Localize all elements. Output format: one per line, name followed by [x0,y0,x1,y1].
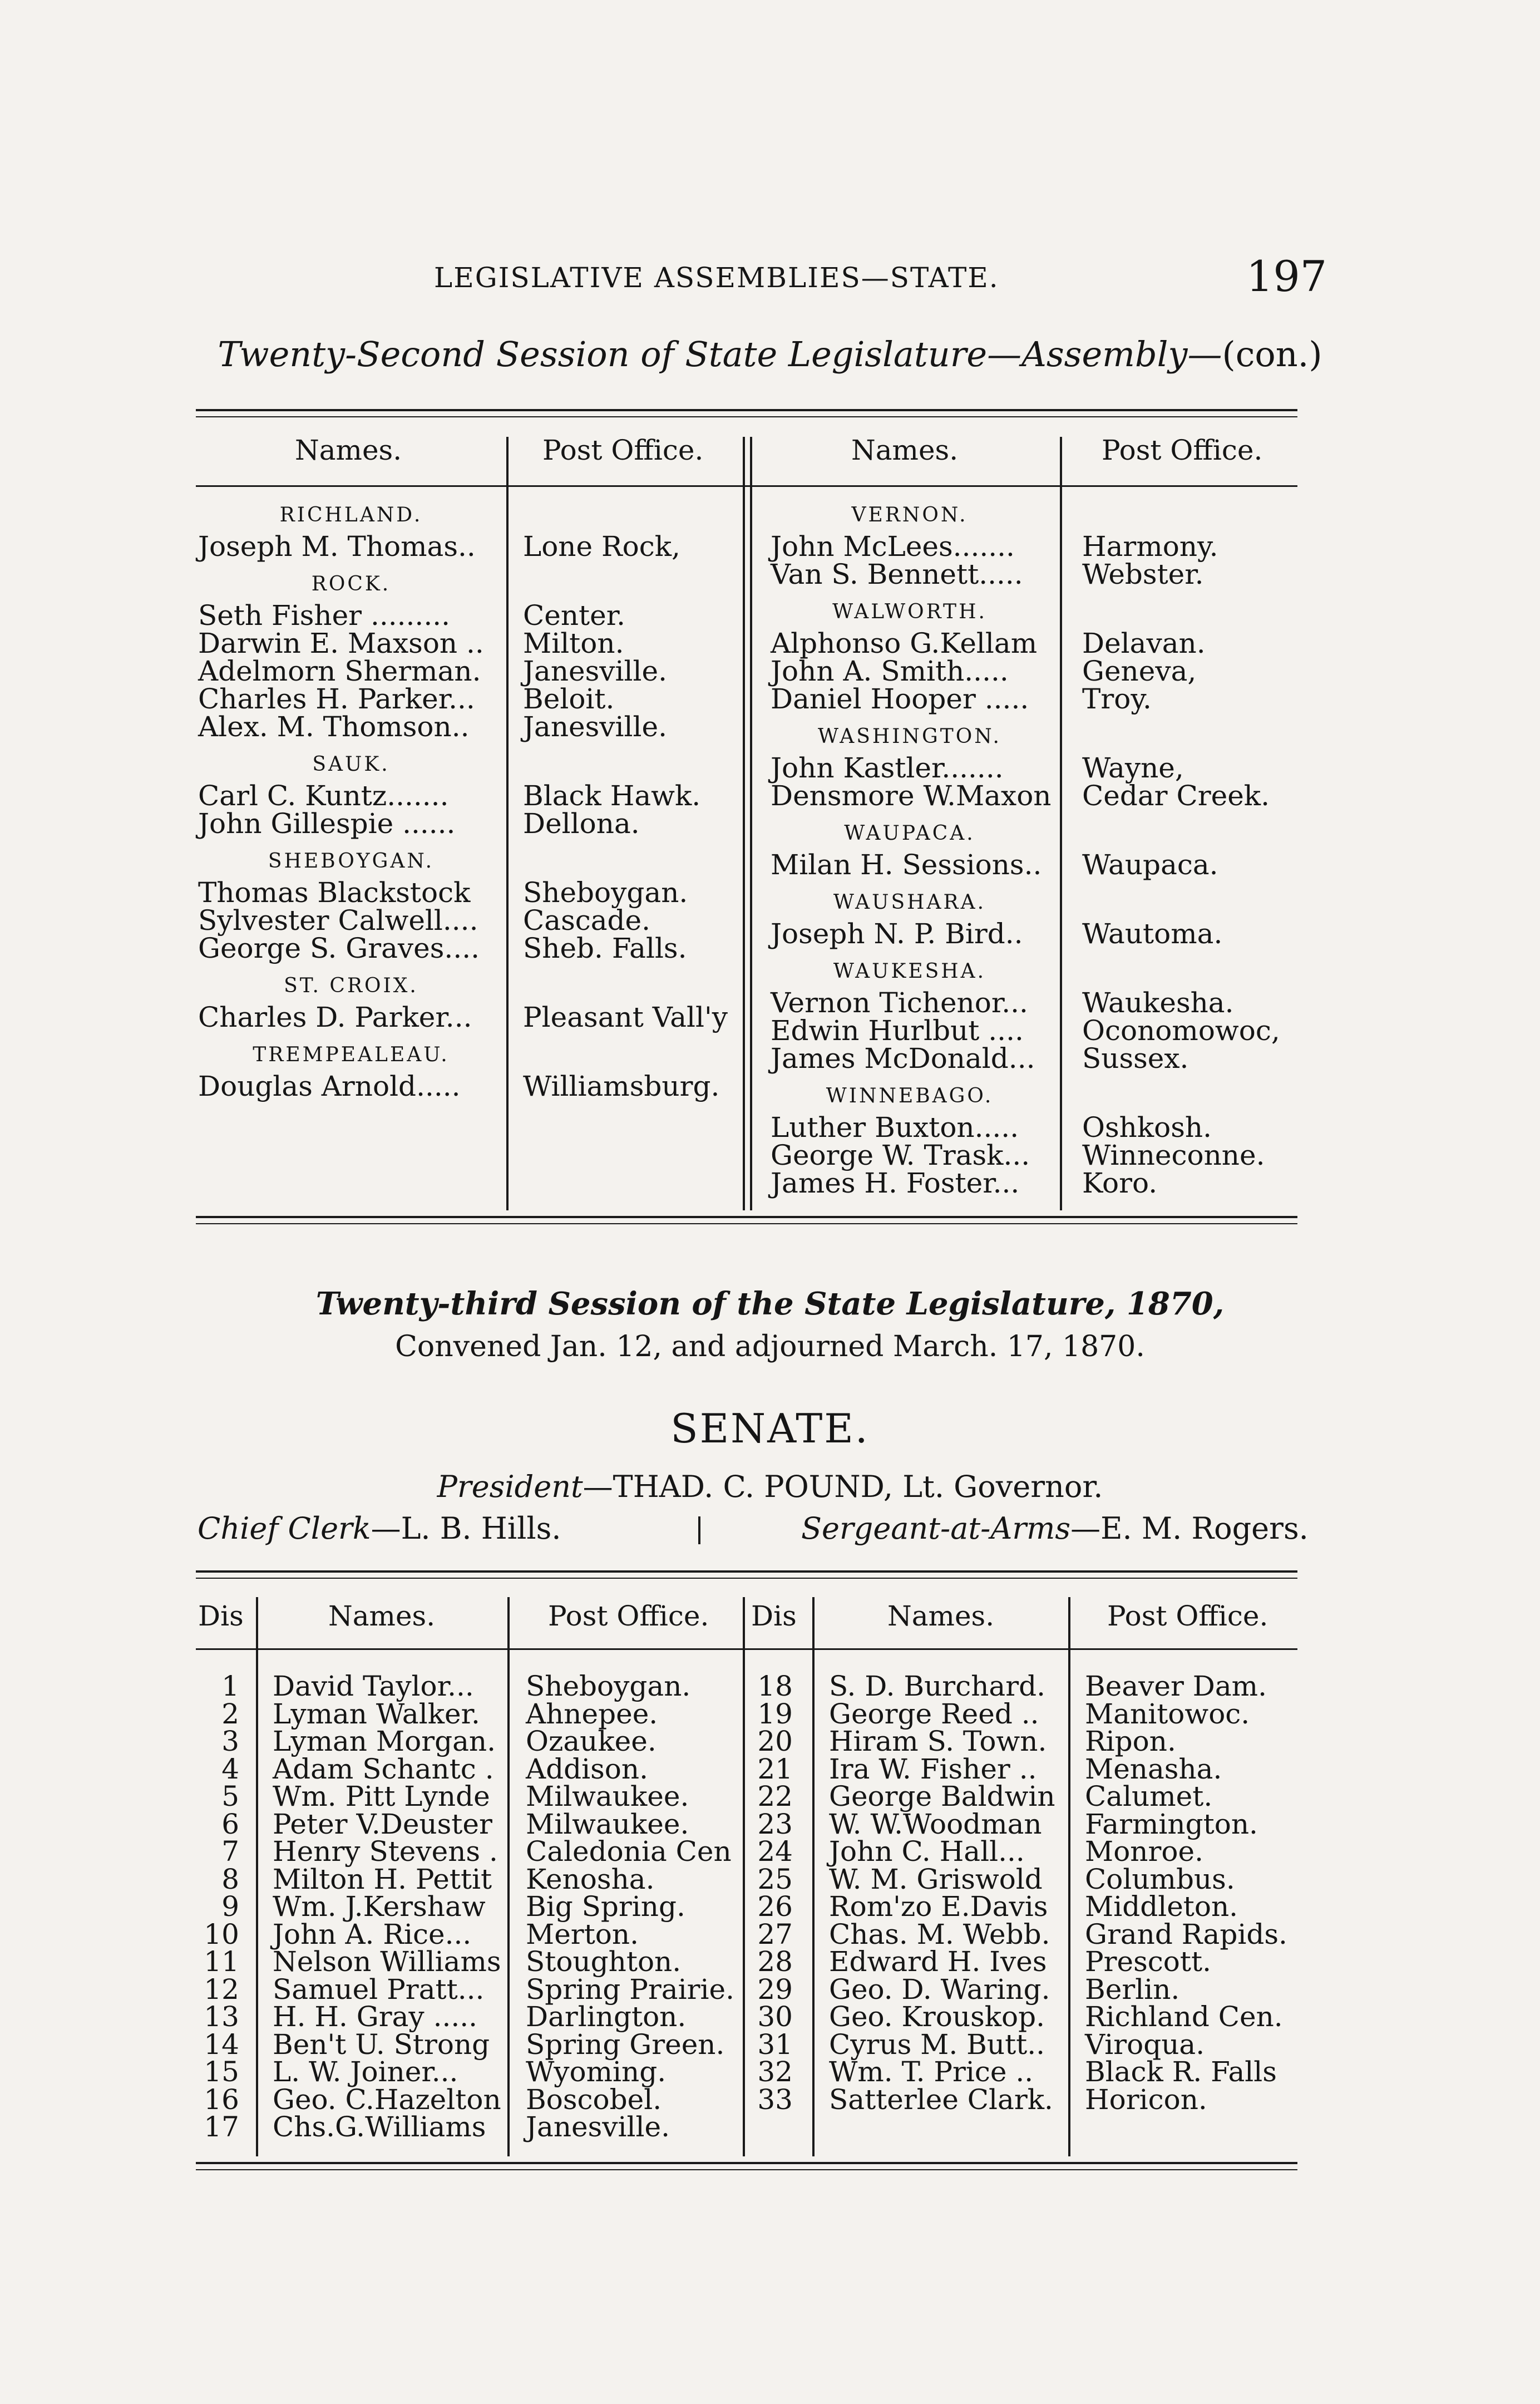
member-name: Edwin Hurlbut .... [771,1014,1024,1047]
district-number: 28 [757,1945,793,1978]
senator-post-office: Stoughton. [526,1945,682,1978]
subtitle-con: (con.) [1222,334,1322,375]
district-number: 15 [204,2056,239,2088]
senate-top-rule [196,1570,1297,1573]
member-name: Joseph N. P. Bird.. [771,918,1023,950]
senator-name: Henry Stevens . [273,1835,498,1868]
district-number: 1 [221,1670,239,1702]
member-name: Charles H. Parker... [198,683,475,715]
senator-name: Ben't U. Strong [273,2028,490,2061]
district-number: 30 [757,2001,793,2033]
district-number: 19 [757,1697,793,1730]
senator-name: Geo. Krouskop. [829,2001,1045,2033]
county-heading: TREMPEALEAU. [253,1043,450,1066]
member-name: Sylvester Calwell.... [198,904,478,937]
assembly-subtitle [0,334,1540,375]
member-post-office: Center. [523,599,626,632]
senator-post-office: Janesville. [526,2111,670,2143]
senator-name: Samuel Pratt... [273,1973,485,2006]
district-number: 29 [757,1973,793,2006]
senator-post-office: Richland Cen. [1085,2001,1283,2033]
chief-clerk-label: Chief Clerk [198,1511,371,1546]
senator-name: Wm. T. Price .. [829,2056,1034,2088]
senate-divider-2 [507,1597,510,2156]
member-post-office: Sheboygan. [523,876,688,909]
senator-name: Edward H. Ives [829,1945,1047,1978]
senator-name: L. W. Joiner... [273,2056,458,2088]
senate-header-po-right: Post Office. [1107,1600,1268,1632]
running-title: LEGISLATIVE ASSEMBLIES—STATE. [434,262,999,294]
member-post-office: Milton. [523,627,624,659]
district-number: 20 [757,1725,793,1757]
senate-divider-4 [812,1597,815,2156]
member-post-office: Delavan. [1082,627,1206,659]
member-name: Milan H. Sessions.. [771,849,1042,881]
senator-name: Cyrus M. Butt.. [829,2028,1045,2061]
senator-name: Wm. Pitt Lynde [273,1780,490,1812]
senator-post-office: Manitowoc. [1085,1697,1250,1730]
county-heading: WASHINGTON. [818,725,1001,748]
sergeant-line [801,1511,1309,1546]
county-heading: ROCK. [311,573,391,595]
senator-post-office: Caledonia Cen [526,1835,732,1868]
assembly-divider-1 [506,437,509,1210]
district-number: 18 [757,1670,793,1702]
district-number: 4 [221,1752,239,1785]
senator-post-office: Milwaukee. [526,1780,689,1812]
district-number: 6 [221,1807,239,1840]
member-name: John Kastler....... [771,752,1004,784]
senator-name: John C. Hall... [829,1835,1025,1868]
district-number: 10 [204,1918,239,1950]
district-number: 33 [757,2083,793,2116]
member-name: John Gillespie ...... [198,807,456,840]
senator-post-office: Ozaukee. [526,1725,657,1757]
district-number: 32 [757,2056,793,2088]
county-heading: WAUSHARA. [833,891,986,914]
senator-name: S. D. Burchard. [829,1670,1046,1702]
county-heading: SAUK. [312,753,390,776]
member-name: Seth Fisher ......... [198,599,451,632]
senator-name: Lyman Morgan. [273,1725,496,1757]
assembly-header-po-right: Post Office. [1102,434,1263,466]
member-name: Charles D. Parker... [198,1001,472,1033]
member-post-office: Dellona. [523,807,640,840]
senator-name: Hiram S. Town. [829,1725,1047,1757]
member-post-office: Geneva, [1082,655,1197,687]
senator-post-office: Merton. [526,1918,639,1950]
county-heading: WALWORTH. [832,600,987,623]
senator-name: David Taylor... [273,1670,474,1702]
senator-name: Ira W. Fisher .. [829,1752,1037,1785]
member-name: Daniel Hooper ..... [771,683,1029,715]
senator-name: Satterlee Clark. [829,2083,1053,2116]
district-number: 2 [221,1697,239,1730]
district-number: 27 [757,1918,793,1950]
member-post-office: Cedar Creek. [1082,780,1270,812]
assembly-header-po-left: Post Office. [542,434,704,466]
page-number: 197 [1246,252,1327,301]
senate-top-rule-2 [196,1578,1297,1579]
senator-post-office: Prescott. [1085,1945,1211,1978]
district-number: 21 [757,1752,793,1785]
senator-name: John A. Rice... [273,1918,472,1950]
member-name: Carl C. Kuntz....... [198,780,449,812]
assembly-divider-2b [750,437,752,1210]
district-number: 12 [204,1973,239,2006]
member-name: James McDonald... [771,1042,1035,1075]
senate-divider-5 [1068,1597,1070,2156]
session-title: Twenty-third Session of the State Legislature, 1870, [315,1285,1225,1322]
senate-header-po-left: Post Office. [548,1600,709,1632]
member-post-office: Cascade. [523,904,651,937]
senator-post-office: Kenosha. [526,1863,655,1895]
member-name: John A. Smith..... [771,655,1009,687]
senator-name: Adam Schantc . [273,1752,494,1785]
district-number: 17 [204,2111,239,2143]
senator-name: Peter V.Deuster [273,1807,492,1840]
member-name: John McLees....... [771,530,1015,563]
district-number: 24 [757,1835,793,1868]
member-name: Darwin E. Maxson .. [198,627,484,659]
sergeant-value: —E. M. Rogers. [1070,1511,1309,1546]
member-name: Vernon Tichenor... [771,987,1028,1019]
member-name: Thomas Blackstock [198,876,471,909]
member-post-office: Pleasant Vall'y [523,1001,728,1033]
assembly-header-names-right: Names. [851,434,959,466]
member-name: George S. Graves.... [198,932,480,964]
district-number: 26 [757,1890,793,1923]
senator-post-office: Monroe. [1085,1835,1203,1868]
senate-bottom-rule-2 [196,2169,1297,2170]
district-number: 5 [221,1780,239,1812]
member-post-office: Oshkosh. [1082,1111,1212,1144]
senator-post-office: Middleton. [1085,1890,1238,1923]
member-name: James H. Foster... [771,1167,1020,1199]
member-post-office: Winneconne. [1082,1139,1265,1171]
county-heading: WAUPACA. [844,822,975,845]
member-post-office: Williamsburg. [523,1070,720,1102]
district-number: 8 [221,1863,239,1895]
senator-name: Geo. C.Hazelton [273,2083,501,2116]
senator-post-office: Viroqua. [1085,2028,1205,2061]
member-name: Alphonso G.Kellam [771,627,1038,659]
member-post-office: Harmony. [1082,530,1218,563]
senator-post-office: Boscobel. [526,2083,662,2116]
senate-header-names-left: Names. [328,1600,436,1632]
senator-post-office: Farmington. [1085,1807,1258,1840]
member-post-office: Wautoma. [1082,918,1223,950]
senate-header-rule [196,1648,1297,1650]
member-name: Luther Buxton..... [771,1111,1019,1144]
senator-post-office: Milwaukee. [526,1807,689,1840]
senator-post-office: Beaver Dam. [1085,1670,1267,1702]
member-name: Adelmorn Sherman. [198,655,481,687]
county-heading: WAUKESHA. [833,960,986,983]
member-post-office: Waupaca. [1082,849,1218,881]
county-heading: VERNON. [851,504,968,526]
member-post-office: Janesville. [523,655,668,687]
member-post-office: Janesville. [523,711,668,743]
district-number: 14 [204,2028,239,2061]
county-heading: SHEBOYGAN. [268,850,435,873]
senator-name: Chas. M. Webb. [829,1918,1050,1950]
senate-heading: SENATE. [670,1405,870,1452]
member-name: Alex. M. Thomson.. [198,711,470,743]
senator-post-office: Horicon. [1085,2083,1207,2116]
member-name: Densmore W.Maxon [771,780,1052,812]
member-post-office: Sheb. Falls. [523,932,687,964]
senator-name: Rom'zo E.Davis [829,1890,1048,1923]
member-name: George W. Trask... [771,1139,1030,1171]
senate-divider-3 [743,1597,745,2156]
district-number: 16 [204,2083,239,2116]
assembly-bottom-rule-2 [196,1223,1297,1224]
county-heading: ST. CROIX. [284,974,418,997]
sergeant-label: Sergeant-at-Arms [801,1511,1071,1546]
senator-post-office: Sheboygan. [526,1670,691,1702]
assembly-top-rule [196,409,1297,411]
assembly-top-rule-2 [196,416,1297,417]
member-post-office: Black Hawk. [523,780,701,812]
assembly-divider-3 [1060,437,1062,1210]
senator-name: H. H. Gray ..... [273,2001,478,2033]
district-number: 31 [757,2028,793,2061]
member-post-office: Waukesha. [1082,987,1234,1019]
district-number: 11 [204,1945,239,1978]
senator-name: Nelson Williams [273,1945,501,1978]
assembly-header-names-left: Names. [295,434,402,466]
chief-clerk-line [198,1511,561,1546]
president-label: President [437,1469,583,1504]
member-post-office: Troy. [1082,683,1152,715]
senator-post-office: Big Spring. [526,1890,685,1923]
senator-post-office: Addison. [526,1752,648,1785]
senator-name: George Reed .. [829,1697,1039,1730]
senator-post-office: Menasha. [1085,1752,1222,1785]
senator-post-office: Columbus. [1085,1863,1235,1895]
county-heading: RICHLAND. [279,504,423,526]
senator-post-office: Ahnepee. [526,1697,658,1730]
member-post-office: Webster. [1082,558,1204,590]
district-number: 9 [221,1890,239,1923]
member-name: Joseph M. Thomas.. [198,530,476,563]
member-post-office: Lone Rock, [523,530,680,563]
member-post-office: Beloit. [523,683,615,715]
senate-header-dis-right: Dis [751,1600,797,1632]
member-name: Van S. Bennett..... [771,558,1023,590]
member-post-office: Sussex. [1082,1042,1189,1075]
senator-name: Wm. J.Kershaw [273,1890,486,1923]
subtitle-italic: Twenty-Second Session of State Legislature—Assembly— [218,334,1222,375]
senator-name: W. W.Woodman [829,1807,1042,1840]
officers-divider [698,1516,700,1544]
senator-name: Chs.G.Williams [273,2111,486,2143]
senator-post-office: Black R. Falls [1085,2056,1277,2088]
chief-clerk-value: —L. B. Hills. [371,1511,561,1546]
district-number: 22 [757,1780,793,1812]
member-post-office: Wayne, [1082,752,1184,784]
district-number: 23 [757,1807,793,1840]
member-post-office: Oconomowoc, [1082,1014,1280,1047]
assembly-bottom-rule [196,1216,1297,1218]
senator-post-office: Ripon. [1085,1725,1176,1757]
senate-divider-1 [256,1597,258,2156]
senator-post-office: Berlin. [1085,1973,1180,2006]
district-number: 25 [757,1863,793,1895]
senator-name: Milton H. Pettit [273,1863,492,1895]
member-name: Douglas Arnold..... [198,1070,461,1102]
senate-bottom-rule [196,2162,1297,2164]
senator-name: George Baldwin [829,1780,1055,1812]
district-number: 7 [221,1835,239,1868]
session-convened: Convened Jan. 12, and adjourned March. 17, 1870. [395,1330,1145,1363]
senator-post-office: Wyoming. [526,2056,667,2088]
senator-name: Geo. D. Waring. [829,1973,1050,2006]
senator-post-office: Darlington. [526,2001,687,2033]
assembly-divider-2 [743,437,745,1210]
senate-header-dis-left: Dis [198,1600,244,1632]
senator-post-office: Spring Prairie. [526,1973,734,2006]
president-line [0,1469,1540,1504]
senator-name: W. M. Griswold [829,1863,1043,1895]
district-number: 13 [204,2001,239,2033]
county-heading: WINNEBAGO. [826,1085,994,1107]
senator-name: Lyman Walker. [273,1697,480,1730]
senate-header-names-right: Names. [887,1600,995,1632]
senator-post-office: Calumet. [1085,1780,1213,1812]
assembly-header-rule [196,485,1297,487]
member-post-office: Koro. [1082,1167,1158,1199]
president-value: —THAD. C. POUND, Lt. Governor. [583,1469,1103,1504]
senator-post-office: Spring Green. [526,2028,725,2061]
senator-post-office: Grand Rapids. [1085,1918,1287,1950]
district-number: 3 [221,1725,239,1757]
